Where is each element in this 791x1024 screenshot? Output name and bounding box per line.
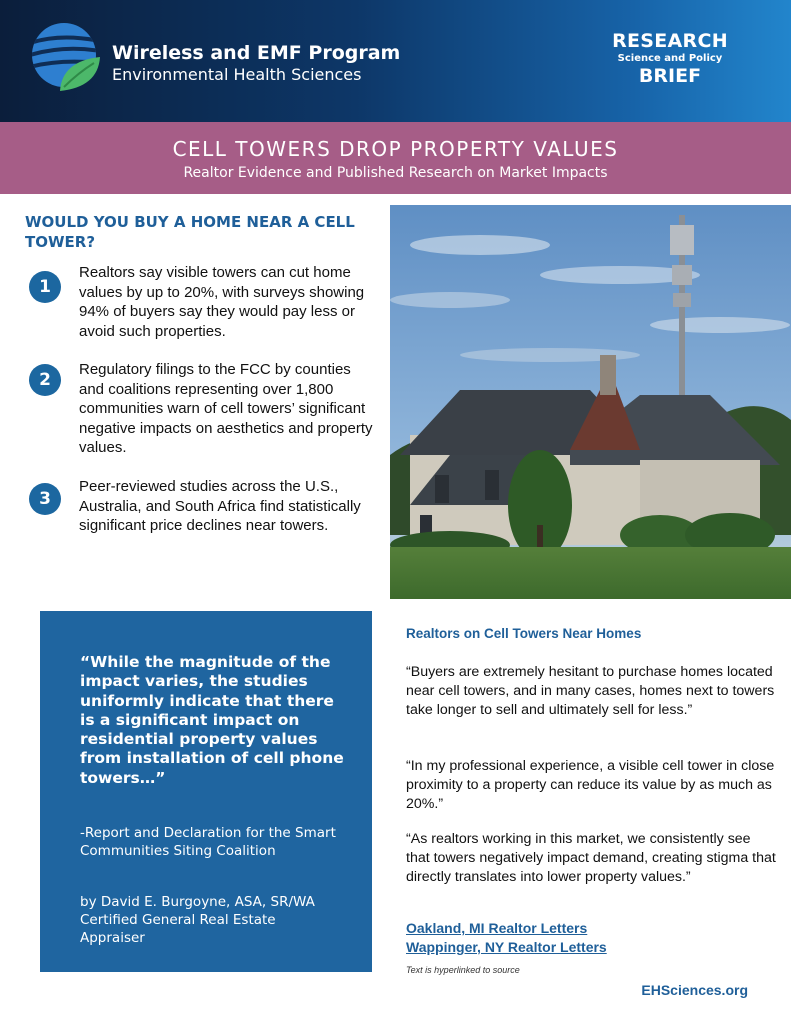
list-item-text: Regulatory filings to the FCC by counties and coalitions representing over 1,800 communities warn of cell towers’ significant negative impacts on aesthetics and property values. (79, 361, 373, 456)
realtor-quote: “As realtors working in this market, we consistently see that towers negatively impact demand, creating stigma that directly translates into lower property values.” (406, 831, 776, 885)
number-badge: 1 (29, 271, 61, 303)
list-item-text: Realtors say visible towers can cut home values by up to 20%, with surveys showing 94% of buyers say they would pay less or avoid such properties. (79, 264, 365, 340)
quote-author: by David E. Burgoyne, ASA, SR/WA Certified General Real Estate Appraiser (80, 894, 315, 946)
title-band (0, 122, 791, 194)
site-url: EHSciences.org (641, 982, 748, 998)
pull-quote: “While the magnitude of the impact varies, the studies uniformly indicate that there is a significant impact on residential property values from installation of cell phone towers…” (80, 653, 344, 787)
org-subtitle: Environmental Health Sciences (112, 65, 362, 84)
realtors-heading: Realtors on Cell Towers Near Homes (406, 626, 642, 641)
number-badge: 3 (29, 483, 61, 515)
brief-label (605, 30, 735, 87)
org-name: Wireless and EMF Program (112, 42, 401, 64)
brief-bottom: BRIEF (638, 65, 702, 87)
globe-leaf-logo-icon (30, 21, 102, 93)
brief-top: RESEARCH (612, 30, 728, 52)
page-title: CELL TOWERS DROP PROPERTY VALUES (172, 137, 619, 161)
house-cell-tower-photo (390, 205, 791, 599)
header-banner (0, 0, 791, 122)
section-question: WOULD YOU BUY A HOME NEAR A CELL TOWER? (25, 213, 355, 251)
brief-mid: Science and Policy (617, 53, 723, 64)
page-subtitle: Realtor Evidence and Published Research on Market Impacts (183, 165, 608, 181)
number-badge: 2 (29, 364, 61, 396)
realtor-quote: “Buyers are extremely hesitant to purchase homes located near cell towers, and in many cases, homes next to towers take longer to sell and ultimately sell for less.” (406, 664, 775, 718)
quote-attribution: -Report and Declaration for the Smart Communities Siting Coalition (80, 825, 336, 859)
hyperlink-note: Text is hyperlinked to source (406, 965, 520, 975)
list-item-text: Peer-reviewed studies across the U.S., Australia, and South Africa find statistically significant price declines near towers. (79, 478, 361, 534)
quote-box (40, 611, 372, 972)
oakland-realtor-letters-link[interactable]: Oakland, MI Realtor Letters (406, 920, 588, 936)
wappinger-realtor-letters-link[interactable]: Wappinger, NY Realtor Letters (406, 939, 607, 955)
realtor-quote: “In my professional experience, a visible cell tower in close proximity to a property can reduce its value by as much as 20%.” (406, 758, 775, 812)
